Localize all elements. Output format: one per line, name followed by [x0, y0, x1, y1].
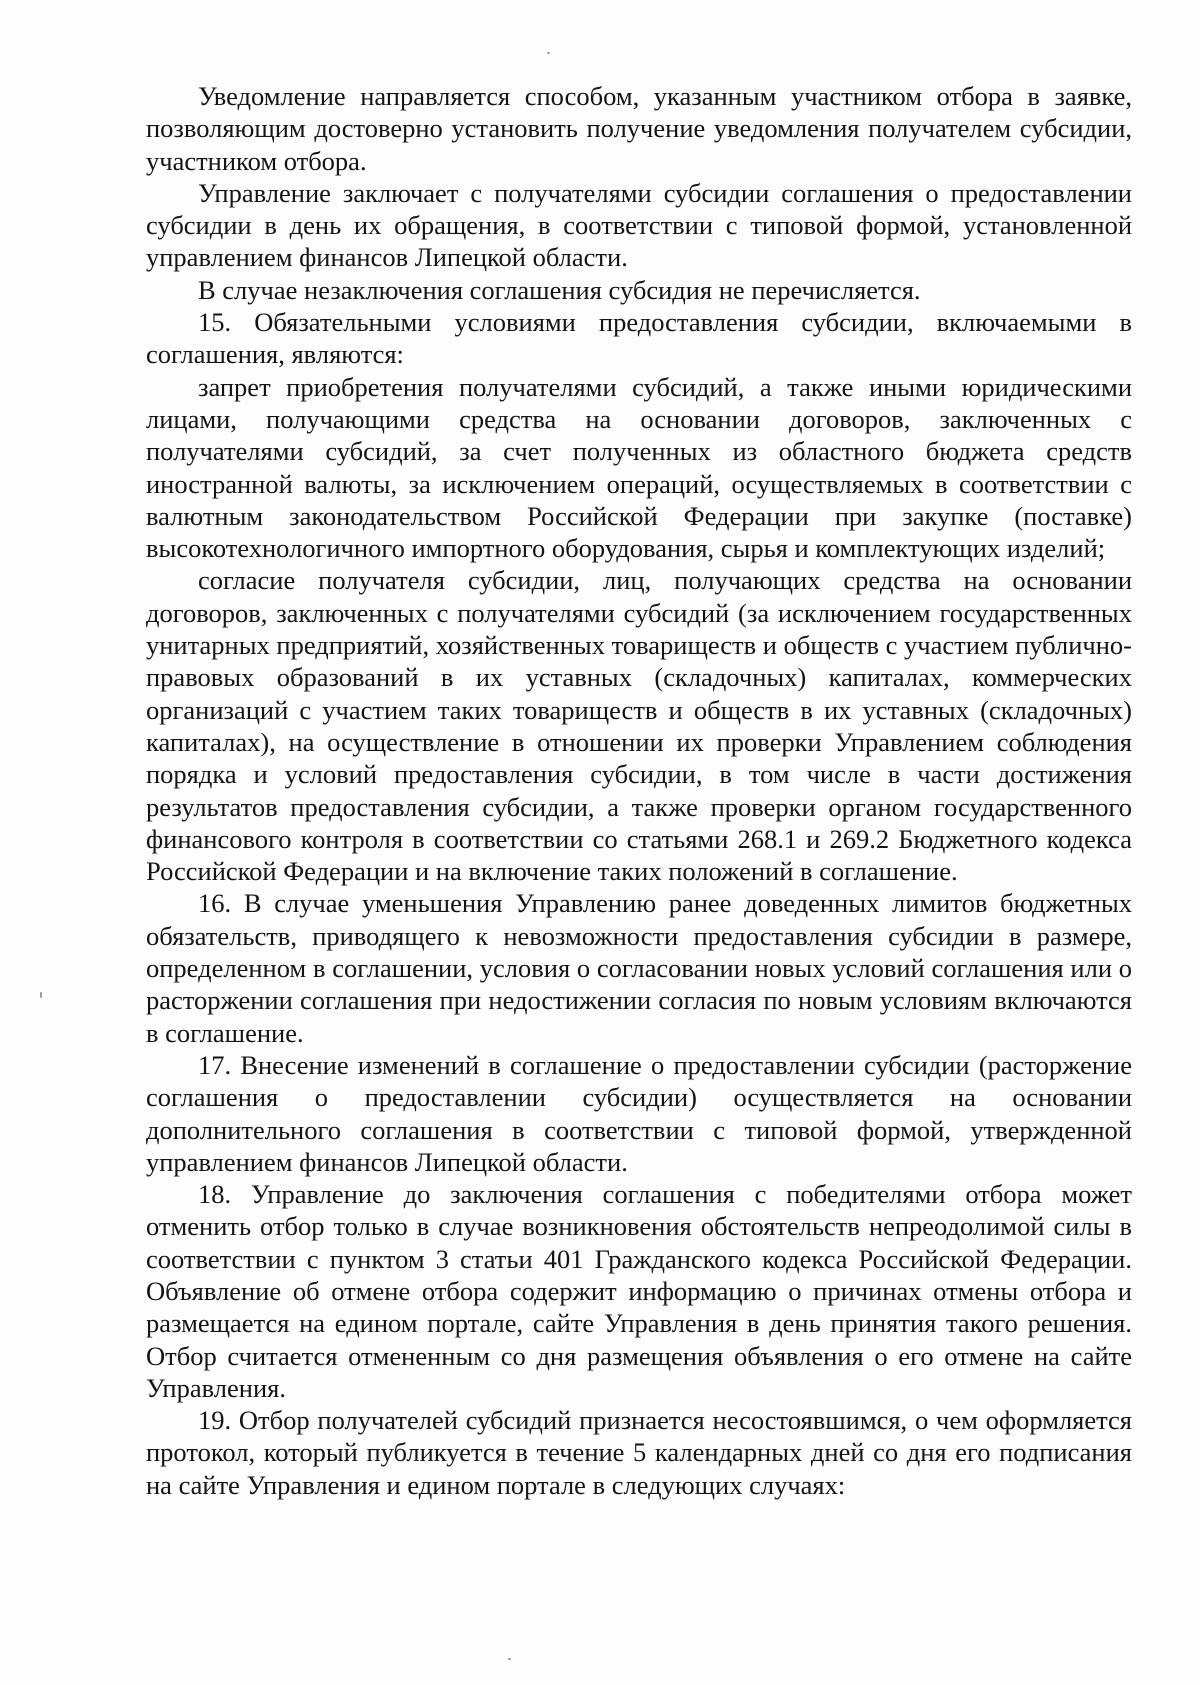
scan-speck [547, 52, 550, 54]
paragraph-agreement-conclusion: Управление заключает с получателями субсидии соглашения о предоставлении субсидии в день их обращения, в соответствии с типовой формой, установленной управлением финансов Липецкой области. [146, 177, 1132, 273]
scan-speck [40, 992, 42, 998]
paragraph-currency-ban: запрет приобретения получателями субсидий, а также иными юридическими лицами, получающими средства на основании договоров, заключенных с получателями субсидий, за счет полученных из областного бюджета средств иностранной валюты, за исключением операций, осуществляемых в соответствии с валютным законодательством Российской Федерации при закупке (поставке) высокотехнологичного импортного оборудования, сырья и комплектующих изделий; [146, 371, 1132, 564]
paragraph-item-16: 16. В случае уменьшения Управлению ранее доведенных лимитов бюджетных обязательств, приводящего к невозможности предоставления субсидии в размере, определенном в соглашении, условия о согласовании новых условий соглашения или о расторжении соглашения при недостижении согласия по новым условиям включаются в соглашение. [146, 888, 1132, 1048]
paragraph-item-19: 19. Отбор получателей субсидий признается несостоявшимся, о чем оформляется протокол, который публикуется в течение 5 календарных дней со дня его подписания на сайте Управления и едином портале в следующих случаях: [146, 1405, 1132, 1500]
paragraph-consent-to-audit: согласие получателя субсидии, лиц, получающих средства на основании договоров, заключенных с получателями субсидий (за исключением государственных унитарных предприятий, хозяйственных товариществ и обществ с участием публично-правовых образований в их уставных (складочных) капиталах, коммерческих организаций с участием таких товариществ и обществ в их уставных (складочных) капиталах), на осуществление в отношении их проверки Управлением соблюдения порядка и условий предоставления субсидии, в том числе в части достижения результатов предоставления субсидии, а также проверки органом государственного финансового контроля в соответствии со статьями 268.1 и 269.2 Бюджетного кодекса Российской Федерации и на включение таких положений в соглашение. [146, 565, 1132, 887]
document-body [146, 80, 1132, 1501]
scan-speck [508, 1658, 511, 1660]
paragraph-no-agreement: В случае незаключения соглашения субсидия не перечисляется. [198, 274, 921, 305]
paragraph-notification-method: Уведомление направляется способом, указанным участником отбора в заявке, позволяющим достоверно установить получение уведомления получателем субсидии, участником отбора. [146, 81, 1132, 176]
paragraph-item-17: 17. Внесение изменений в соглашение о предоставлении субсидии (расторжение соглашения о предоставлении субсидии) осуществляется на основании дополнительного соглашения в соответствии с типовой формой, утвержденной управлением финансов Липецкой области. [146, 1049, 1132, 1177]
paragraph-item-15: 15. Обязательными условиями предоставления субсидии, включаемыми в соглашения, являются: [146, 307, 1132, 370]
paragraph-item-18: 18. Управление до заключения соглашения с победителями отбора может отменить отбор только в случае возникновения обстоятельств непреодолимой силы в соответствии с пунктом 3 статьи 401 Гражданского кодекса Российской Федерации. Объявление об отмене отбора содержит информацию о причинах отмены отбора и размещается на едином портале, сайте Управления в день принятия такого решения. Отбор считается отмененным со дня размещения объявления о его отмене на сайте Управления. [146, 1179, 1132, 1403]
